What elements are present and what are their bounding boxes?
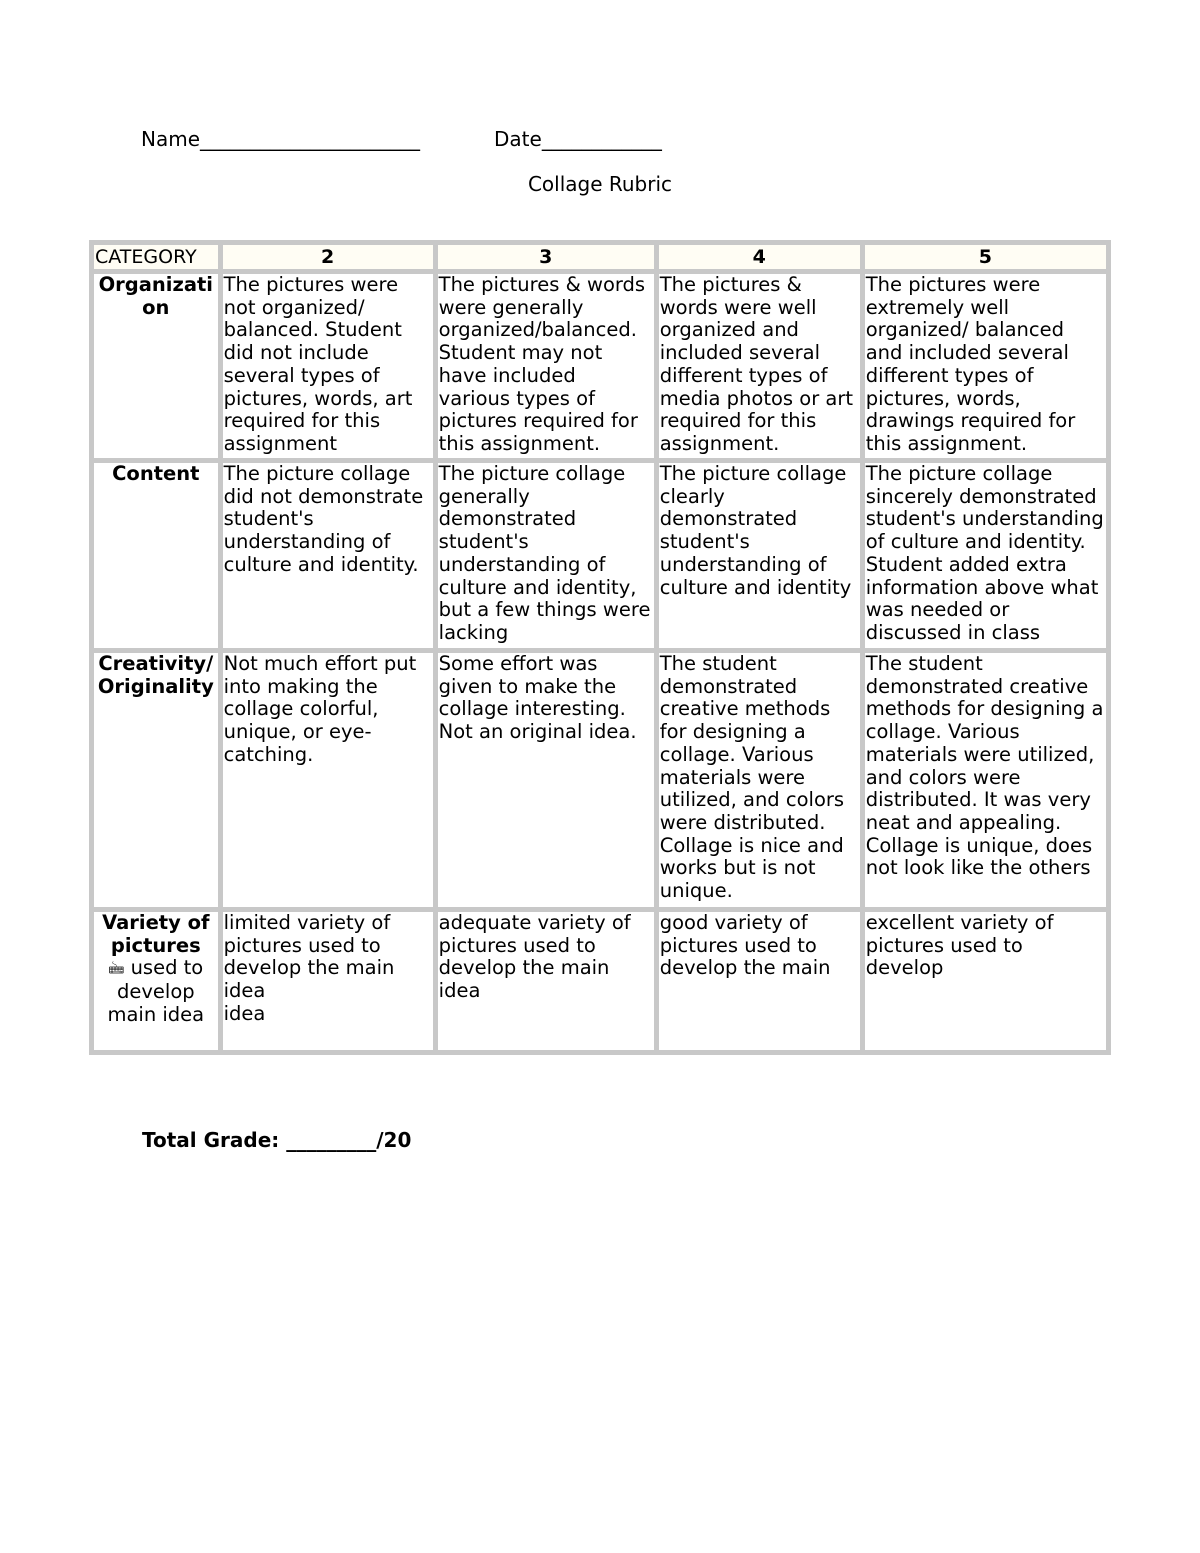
rubric-cell: The pictures were extremely well organized/ balanced and included several different types of pictures, words, drawings required for this assignment.	[865, 274, 1106, 458]
rubric-table-wrapper	[89, 240, 1111, 1055]
date-label: Date	[494, 127, 542, 151]
category-cell-variety	[94, 912, 218, 1050]
rubric-cell: Some effort was given to make the collage interesting. Not an original idea.	[438, 653, 654, 907]
category-cell: Content	[94, 463, 218, 648]
rubric-cell: The student demonstrated creative methods for designing a collage. Various materials were utilized, and colors were distributed. It was very neat and appealing. Collage is unique, does not look like the others	[865, 653, 1106, 907]
column-header-score-4: 4	[659, 245, 860, 269]
column-header-score-2: 2	[223, 245, 433, 269]
category-label: Variety of pictures	[102, 911, 210, 957]
document-title: Collage Rubric	[527, 172, 673, 196]
name-label: Name	[141, 127, 201, 151]
total-grade-blank[interactable]: _________	[286, 1128, 377, 1152]
rubric-cell: excellent variety of pictures used to develop	[865, 912, 1106, 1050]
rubric-cell: The student demonstrated creative methods for designing a collage. Various materials were utilized, and colors were distributed. Collage is nice and works but is not unique.	[659, 653, 860, 907]
total-grade-line	[142, 1128, 411, 1152]
image-icon: 🖮	[108, 959, 125, 979]
rubric-row-content	[94, 463, 1106, 648]
rubric-cell: The picture collage did not demonstrate student's understanding of culture and identity.	[223, 463, 433, 648]
name-blank[interactable]: ______________________	[200, 127, 421, 151]
rubric-cell: The pictures & words were generally organized/balanced. Student may not have included various types of pictures required for this assignment.	[438, 274, 654, 458]
category-cell: Organization	[94, 274, 218, 458]
column-header-score-5: 5	[865, 245, 1106, 269]
rubric-cell: The picture collage clearly demonstrated student's understanding of culture and identity	[659, 463, 860, 648]
rubric-cell: The pictures were not organized/ balanced. Student did not include several types of pictures, words, art required for this assignment	[223, 274, 433, 458]
rubric-cell: The picture collage sincerely demonstrated student's understanding of culture and identity. Student added extra information above what was needed or discussed in class	[865, 463, 1106, 648]
rubric-row-variety	[94, 912, 1106, 1050]
rubric-cell: adequate variety of pictures used to develop the main idea	[438, 912, 654, 1050]
name-line	[141, 127, 420, 151]
category-suffix: used to develop main idea	[107, 956, 205, 1026]
category-cell: Creativity/ Originality	[94, 653, 218, 907]
rubric-cell: limited variety of pictures used to develop the main idea idea	[223, 912, 433, 1050]
date-line	[494, 127, 662, 151]
column-header-category: CATEGORY	[94, 245, 218, 269]
date-blank[interactable]: ____________	[541, 127, 662, 151]
rubric-table	[89, 240, 1111, 1055]
total-grade-max: /20	[376, 1128, 412, 1152]
rubric-cell: The pictures & words were well organized and included several different types of media photos or art required for this assignment.	[659, 274, 860, 458]
rubric-row-creativity	[94, 653, 1106, 907]
rubric-header-row	[94, 245, 1106, 269]
total-grade-label: Total Grade:	[142, 1128, 287, 1152]
rubric-row-organization	[94, 274, 1106, 458]
rubric-cell: Not much effort put into making the collage colorful, unique, or eye-catching.	[223, 653, 433, 907]
rubric-cell: The picture collage generally demonstrated student's understanding of culture and identity, but a few things were lacking	[438, 463, 654, 648]
rubric-cell: good variety of pictures used to develop the main	[659, 912, 860, 1050]
column-header-score-3: 3	[438, 245, 654, 269]
